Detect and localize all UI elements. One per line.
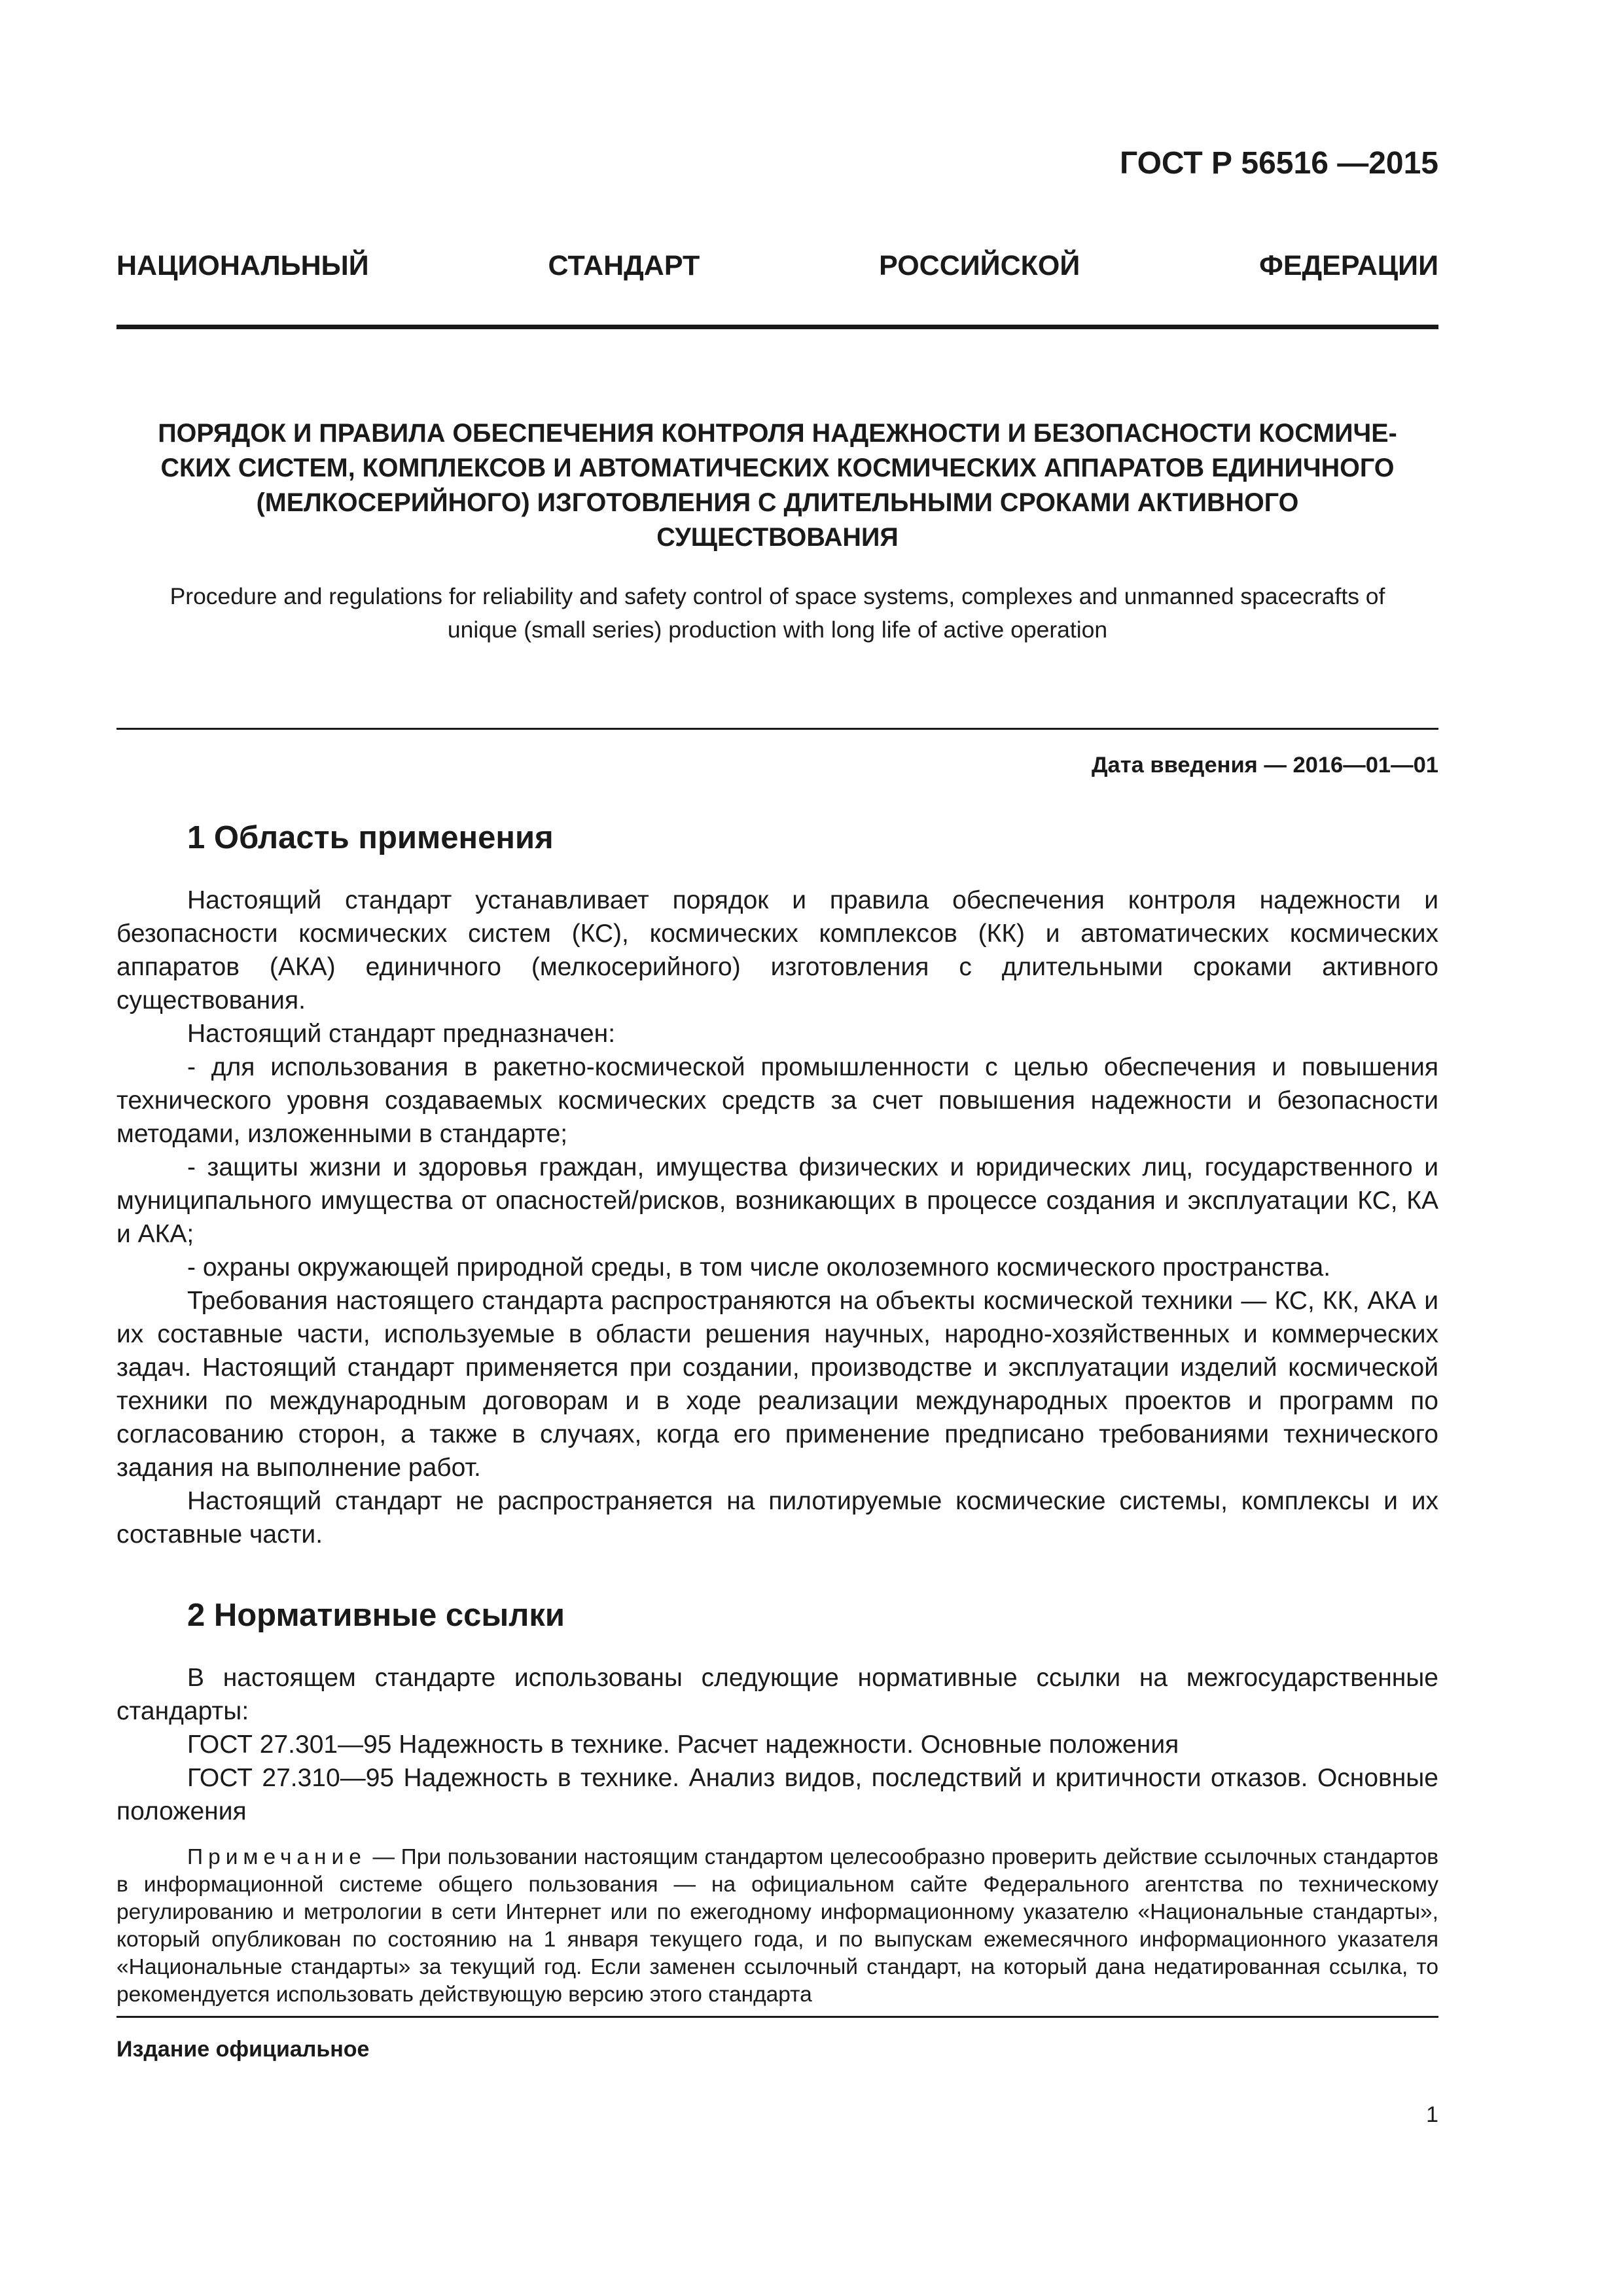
title-line: СУЩЕСТВОВАНИЯ — [656, 523, 899, 552]
section-heading-references: 2 Нормативные ссылки — [187, 1598, 565, 1633]
paragraph: В настоящем стандарте использованы следующие нормативные ссылки на межгосударственные стандарты: — [116, 1664, 1438, 1725]
banner-word: ФЕДЕРАЦИИ — [1259, 250, 1438, 281]
banner-word: РОССИЙСКОЙ — [879, 250, 1080, 281]
paragraph: - для использования в ракетно-космической промышленности с целью обеспечения и повышения технического уровня создаваемых космических средств за счет повышения надежности и безопасности методами, изложенными в стандарте; — [116, 1053, 1438, 1148]
note — [116, 1844, 1438, 2009]
introduction-date: Дата введения — 2016—01—01 — [1091, 753, 1438, 778]
title-en-line: unique (small series) production with long life of active operation — [447, 617, 1108, 643]
paragraph: Требования настоящего стандарта распространяются на объекты космической техники — КС, КК, АКА и их составные части, используемые в области решения научных, народно-хозяйственных и коммерческих задач. Настоящий стандарт применяется при создании, производстве и эксплуатации изделий космической техники по международным договорам и в ходе реализации международных проектов и программ по согласованию сторон, а также в случаях, когда его применение предписано требованиями технического задания на выполнение работ. — [116, 1287, 1438, 1482]
national-standard-banner — [116, 250, 1438, 282]
title-line: ПОРЯДОК И ПРАВИЛА ОБЕСПЕЧЕНИЯ КОНТРОЛЯ НАДЕЖНОСТИ И БЕЗОПАСНОСТИ КОСМИЧЕ- — [158, 419, 1397, 448]
note-text: — При пользовании настоящим стандартом целесообразно проверить действие ссылочных стандартов в информационной системе общего пользования — на официальном сайте Федерального агентства по техническому регулированию и метрологии в сети Интернет или по ежегодному информационному указателю «Национальные стандарты», который опубликован по состоянию на 1 января текущего года, и по выпускам ежемесячного информационного указателя «Национальные стандарты» за текущий год. Если заменен ссылочный стандарт, на который дана недатированная ссылка, то рекомендуется использовать действующую версию этого стандарта — [116, 1845, 1438, 2007]
banner-word: НАЦИОНАЛЬНЫЙ — [116, 250, 369, 281]
paragraph: Настоящий стандарт предназначен: — [187, 1020, 616, 1048]
paragraph: - охраны окружающей природной среды, в том числе околоземного космического пространства. — [187, 1253, 1331, 1282]
paragraph: - защиты жизни и здоровья граждан, имущества физических и юридических лиц, государственного и муниципального имущества от опасностей/рисков, возникающих в процессе создания и эксплуатации КС, КА и АКА; — [116, 1153, 1438, 1248]
document-title-en — [116, 580, 1438, 647]
note-label: Примечание — [187, 1845, 366, 1869]
title-en-line: Procedure and regulations for reliability and safety control of space systems, complexes and unmanned spacecrafts of — [169, 583, 1385, 609]
paragraph: Настоящий стандарт устанавливает порядок и правила обеспечения контроля надежности и безопасности космических систем (КС), космических комплексов (КК) и автоматических космических аппаратов (АКА) единичного (мелкосерийного) изготовления с длительными сроками активного существования. — [116, 886, 1438, 1014]
title-divider — [116, 728, 1438, 730]
reference-item: ГОСТ 27.301—95 Надежность в технике. Расчет надежности. Основные положения — [187, 1731, 1179, 1759]
document-title-ru — [116, 416, 1438, 555]
footer-divider — [116, 2016, 1438, 2018]
header-divider — [116, 325, 1438, 329]
reference-item: ГОСТ 27.310—95 Надежность в технике. Анализ видов, последствий и критичности отказов. Основные положения — [116, 1764, 1438, 1825]
title-line: СКИХ СИСТЕМ, КОМПЛЕКСОВ И АВТОМАТИЧЕСКИХ КОСМИЧЕСКИХ АППАРАТОВ ЕДИНИЧНОГО — [160, 454, 1395, 482]
standard-number: ГОСТ Р 56516 —2015 — [1120, 146, 1438, 181]
page-number: 1 — [1426, 2102, 1438, 2127]
section-heading-scope: 1 Область применения — [187, 820, 554, 855]
banner-word: СТАНДАРТ — [548, 250, 700, 281]
title-line: (МЕЛКОСЕРИЙНОГО) ИЗГОТОВЛЕНИЯ С ДЛИТЕЛЬНЫМИ СРОКАМИ АКТИВНОГО — [256, 488, 1299, 517]
document-body — [116, 818, 1438, 2009]
paragraph: Настоящий стандарт не распространяется на пилотируемые космические системы, комплексы и их составные части. — [116, 1487, 1438, 1549]
official-edition-label: Издание официальное — [116, 2037, 370, 2062]
